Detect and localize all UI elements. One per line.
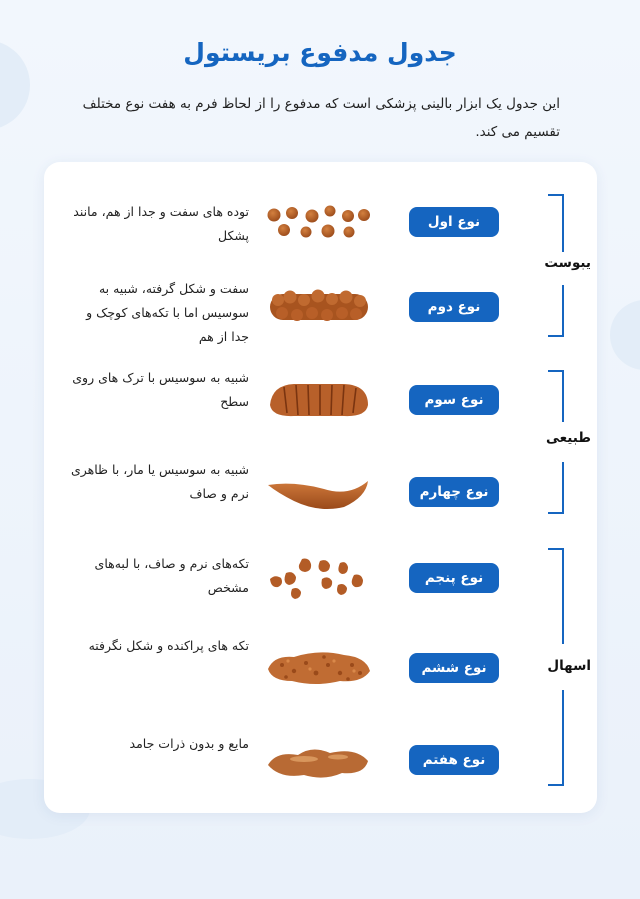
liquid-puddle-icon (264, 735, 374, 785)
type-row-2 (44, 281, 597, 344)
intro-text: این جدول یک ابزار بالینی پزشکی است که مدفوع را از لحاظ فرم به هفت نوع مختلف تقسیم می کند. (82, 96, 560, 140)
type-4-badge: نوع چهارم (409, 477, 499, 507)
page-title: جدول مدفوع بریستول (183, 38, 457, 67)
bristol-chart-card (44, 162, 597, 813)
type-7-badge: نوع هفتم (409, 745, 499, 775)
type-4-description: شبیه به سوسیس یا مار، با ظاهری نرم و صاف (70, 462, 249, 501)
type-6-badge: نوع ششم (409, 653, 499, 683)
group-label-normal: طبیعی (545, 430, 591, 446)
cracked-sausage-icon (264, 375, 374, 425)
constipation-bracket-bottom (548, 285, 564, 337)
type-row-4 (44, 462, 597, 512)
group-label-constipation: یبوست (544, 255, 591, 271)
normal-bracket-top (548, 370, 564, 422)
separate-lumps-icon (264, 197, 374, 247)
type-1-description: توده های سفت و جدا از هم، مانند پشکل (73, 204, 249, 243)
group-label-diarrhea: اسهال (547, 658, 591, 674)
normal-bracket-bottom (548, 462, 564, 514)
type-row-5 (44, 558, 597, 598)
type-3-badge: نوع سوم (409, 385, 499, 415)
type-2-description: سفت و شکل گرفته، شبیه به سوسیس اما با تکه‌های کوچک و جدا از هم (86, 281, 249, 344)
lumpy-sausage-icon (264, 282, 374, 332)
type-row-3 (44, 370, 597, 420)
diarrhea-bracket-top (548, 548, 564, 644)
type-1-badge: نوع اول (409, 207, 499, 237)
smooth-snake-icon (264, 467, 374, 517)
type-row-6 (44, 638, 597, 688)
background-circle (610, 300, 640, 370)
mushy-pieces-icon (264, 643, 374, 693)
type-2-badge: نوع دوم (409, 292, 499, 322)
type-5-badge: نوع پنجم (409, 563, 499, 593)
type-row-1 (44, 202, 597, 242)
type-6-description: تکه های پراکنده و شکل نگرفته (88, 638, 249, 653)
type-7-description: مایع و بدون ذرات جامد (129, 736, 249, 751)
type-5-description: تکه‌های نرم و صاف، با لبه‌های مشخص (94, 556, 249, 595)
constipation-bracket-top (548, 194, 564, 252)
diarrhea-bracket-bottom (548, 690, 564, 786)
type-row-7 (44, 736, 597, 780)
soft-blobs-icon (264, 553, 374, 603)
type-3-description: شبیه به سوسیس با ترک های روی سطح (72, 370, 249, 409)
